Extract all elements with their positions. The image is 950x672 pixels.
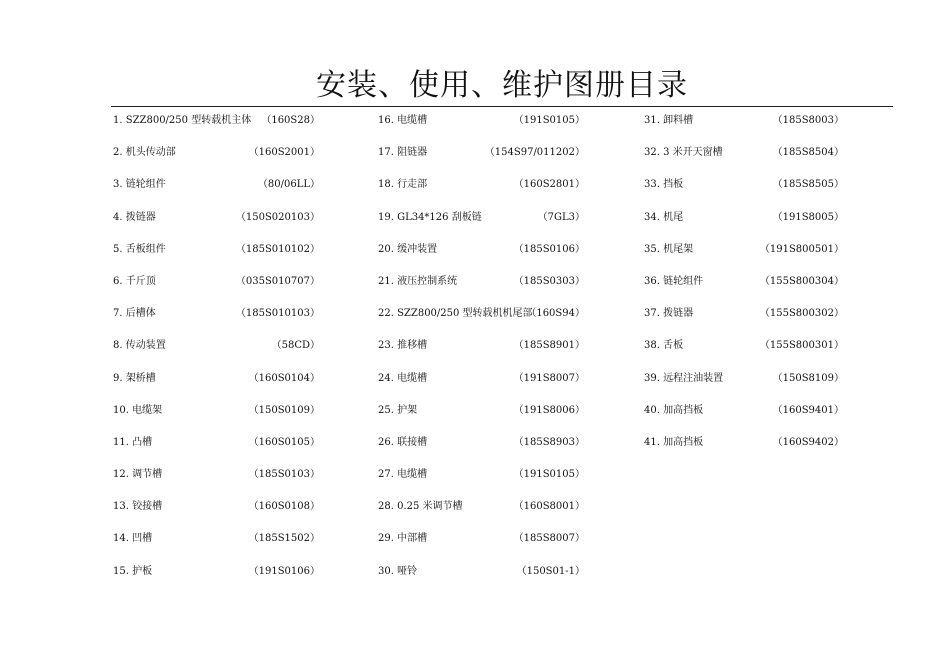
toc-entry-code: （150S8109） bbox=[772, 372, 844, 384]
toc-entry-code: （191S8007） bbox=[513, 372, 585, 384]
toc-entry-name: 11. 凸槽 bbox=[113, 436, 153, 448]
toc-entry-code: （185S010102） bbox=[235, 243, 320, 255]
toc-entry-code: （185S8903） bbox=[513, 436, 585, 448]
toc-entry-code: （160S8001） bbox=[513, 501, 585, 513]
toc-entry-name: 37. 拨链器 bbox=[644, 308, 694, 320]
toc-entry bbox=[644, 303, 844, 335]
toc-entry-code: （160S2801） bbox=[513, 179, 585, 191]
toc-entry-name: 35. 机尾架 bbox=[644, 243, 694, 255]
toc-entry bbox=[378, 303, 585, 335]
toc-entry-code: （154S97/011202） bbox=[484, 147, 585, 159]
toc-entry-code: （58CD） bbox=[271, 340, 320, 352]
toc-entry-code: （185S8505） bbox=[772, 179, 844, 191]
toc-entry-name: 28. 0.25 米调节槽 bbox=[378, 501, 463, 513]
title-underline bbox=[111, 106, 893, 107]
toc-entry-code: （160S2001） bbox=[248, 147, 320, 159]
toc-entry-name: 9. 架桥槽 bbox=[113, 372, 156, 384]
toc-entry bbox=[378, 464, 585, 496]
toc-column-1 bbox=[113, 110, 320, 593]
toc-entry bbox=[113, 142, 320, 174]
toc-entry-code: （160S9402） bbox=[772, 436, 844, 448]
toc-entry bbox=[113, 239, 320, 271]
toc-entry-name: 34. 机尾 bbox=[644, 211, 684, 223]
toc-entry bbox=[113, 464, 320, 496]
toc-entry-code: （191S8006） bbox=[513, 404, 585, 416]
toc-entry-name: 26. 联接槽 bbox=[378, 436, 428, 448]
toc-entry-code: （185S8003） bbox=[772, 115, 844, 126]
toc-entry-code: （160S0104） bbox=[248, 372, 320, 384]
toc-entry bbox=[644, 335, 844, 367]
toc-entry-code: （185S0103） bbox=[248, 469, 320, 481]
toc-entry-name: 23. 推移槽 bbox=[378, 340, 428, 352]
toc-entry-code: （185S8007） bbox=[513, 533, 585, 545]
toc-entry-name: 12. 调节槽 bbox=[113, 469, 163, 481]
toc-entry-code: （150S0109） bbox=[248, 404, 320, 416]
toc-entry bbox=[378, 271, 585, 303]
toc-entry bbox=[644, 207, 844, 239]
toc-entry bbox=[644, 110, 844, 142]
page-title: 安装、使用、维护图册目录 bbox=[316, 68, 688, 103]
toc-entry-name: 27. 电缆槽 bbox=[378, 469, 428, 481]
toc-entry-code: （150S01-1） bbox=[516, 565, 585, 577]
toc-entry bbox=[378, 142, 585, 174]
toc-entry-code: （191S800501） bbox=[759, 243, 844, 255]
toc-entry-name: 40. 加高挡板 bbox=[644, 404, 704, 416]
toc-entry bbox=[378, 110, 585, 142]
toc-entry-name: 16. 电缆槽 bbox=[378, 115, 428, 126]
toc-entry bbox=[378, 561, 585, 593]
toc-entry-code: （80/06LL） bbox=[257, 179, 320, 191]
toc-entry-code: （191S0105） bbox=[513, 469, 585, 481]
toc-entry-code: （155S800304） bbox=[759, 275, 844, 287]
toc-entry-name: 29. 中部槽 bbox=[378, 533, 428, 545]
toc-entry bbox=[113, 368, 320, 400]
toc-entry-name: 14. 凹槽 bbox=[113, 533, 153, 545]
toc-entry bbox=[644, 400, 844, 432]
toc-entry bbox=[378, 335, 585, 367]
toc-entry bbox=[644, 271, 844, 303]
toc-entry-name: 20. 缓冲装置 bbox=[378, 243, 438, 255]
toc-entry-code: （160S28） bbox=[261, 115, 320, 126]
toc-entry-name: 31. 卸料槽 bbox=[644, 115, 694, 126]
toc-entry-name: 18. 行走部 bbox=[378, 179, 428, 191]
toc-entry bbox=[644, 142, 844, 174]
toc-entry-name: 3. 链轮组件 bbox=[113, 179, 166, 191]
toc-entry-code: （150S020103） bbox=[235, 211, 320, 223]
toc-entry bbox=[644, 368, 844, 400]
toc-entry-code: （035S010707） bbox=[235, 275, 320, 287]
toc-entry bbox=[113, 432, 320, 464]
toc-entry bbox=[113, 174, 320, 206]
toc-entry-name: 32. 3 米开天窗槽 bbox=[644, 147, 723, 159]
toc-entry-name: 38. 舌板 bbox=[644, 340, 684, 352]
toc-entry bbox=[378, 207, 585, 239]
toc-entry-name: 10. 电缆架 bbox=[113, 404, 163, 416]
toc-entry-name: 6. 千斤顶 bbox=[113, 275, 156, 287]
toc-entry-name: 4. 拨链器 bbox=[113, 211, 156, 223]
toc-entry-name: 25. 护架 bbox=[378, 404, 418, 416]
toc-entry-code: （191S8005） bbox=[772, 211, 844, 223]
toc-entry bbox=[644, 239, 844, 271]
toc-entry bbox=[113, 335, 320, 367]
toc-entry-code: （160S0105） bbox=[248, 436, 320, 448]
toc-entry-name: 15. 护板 bbox=[113, 565, 153, 577]
toc-entry-code: （160S0108） bbox=[248, 501, 320, 513]
toc-entry-code: （185S010103） bbox=[235, 308, 320, 320]
toc-entry-name: 1. SZZ800/250 型转载机主体 bbox=[113, 115, 252, 126]
toc-entry-name: 7. 后槽体 bbox=[113, 308, 156, 320]
toc-entry bbox=[113, 528, 320, 560]
toc-entry bbox=[113, 207, 320, 239]
toc-entry bbox=[113, 561, 320, 593]
toc-entry bbox=[378, 432, 585, 464]
toc-column-2 bbox=[378, 110, 585, 593]
toc-entry-code: （155S800302） bbox=[759, 308, 844, 320]
toc-entry bbox=[113, 496, 320, 528]
toc-entry-code: （185S0106） bbox=[513, 243, 585, 255]
toc-entry bbox=[378, 368, 585, 400]
toc-entry bbox=[378, 174, 585, 206]
toc-entry-name: 13. 铰接槽 bbox=[113, 501, 163, 513]
toc-entry-name: 41. 加高挡板 bbox=[644, 436, 704, 448]
toc-entry-name: 22. SZZ800/250 型转载机机尾部 bbox=[378, 308, 533, 320]
toc-entry-code: （155S800301） bbox=[759, 340, 844, 352]
toc-entry bbox=[644, 432, 844, 464]
toc-entry bbox=[113, 303, 320, 335]
toc-entry bbox=[644, 174, 844, 206]
toc-entry-code: （191S0106） bbox=[248, 565, 320, 577]
toc-entry-name: 17. 阻链器 bbox=[378, 147, 428, 159]
toc-column-3 bbox=[644, 110, 844, 464]
toc-entry-code: （185S8901） bbox=[513, 340, 585, 352]
toc-entry-name: 36. 链轮组件 bbox=[644, 275, 704, 287]
toc-entry-code: （185S1502） bbox=[248, 533, 320, 545]
toc-entry-code: （185S0303） bbox=[513, 275, 585, 287]
toc-entry-name: 39. 远程注油装置 bbox=[644, 372, 724, 384]
toc-entry-name: 19. GL34*126 刮板链 bbox=[378, 211, 482, 223]
toc-entry-code: （185S8504） bbox=[772, 147, 844, 159]
toc-entry bbox=[378, 400, 585, 432]
toc-entry bbox=[378, 528, 585, 560]
toc-entry-name: 5. 舌板组件 bbox=[113, 243, 166, 255]
toc-entry-name: 2. 机头传动部 bbox=[113, 147, 176, 159]
toc-entry-code: （160S9401） bbox=[772, 404, 844, 416]
toc-entry-name: 21. 液压控制系统 bbox=[378, 275, 458, 287]
toc-entry-name: 8. 传动装置 bbox=[113, 340, 166, 352]
toc-entry-code: （7GL3） bbox=[537, 211, 585, 223]
toc-entry bbox=[113, 400, 320, 432]
toc-entry bbox=[378, 496, 585, 528]
toc-entry-code: （160S94） bbox=[526, 308, 585, 320]
toc-entry-name: 24. 电缆槽 bbox=[378, 372, 428, 384]
toc-entry bbox=[113, 110, 320, 142]
toc-entry bbox=[378, 239, 585, 271]
toc-entry bbox=[113, 271, 320, 303]
toc-entry-code: （191S0105） bbox=[513, 115, 585, 126]
toc-entry-name: 33. 挡板 bbox=[644, 179, 684, 191]
toc-entry-name: 30. 哑铃 bbox=[378, 565, 418, 577]
